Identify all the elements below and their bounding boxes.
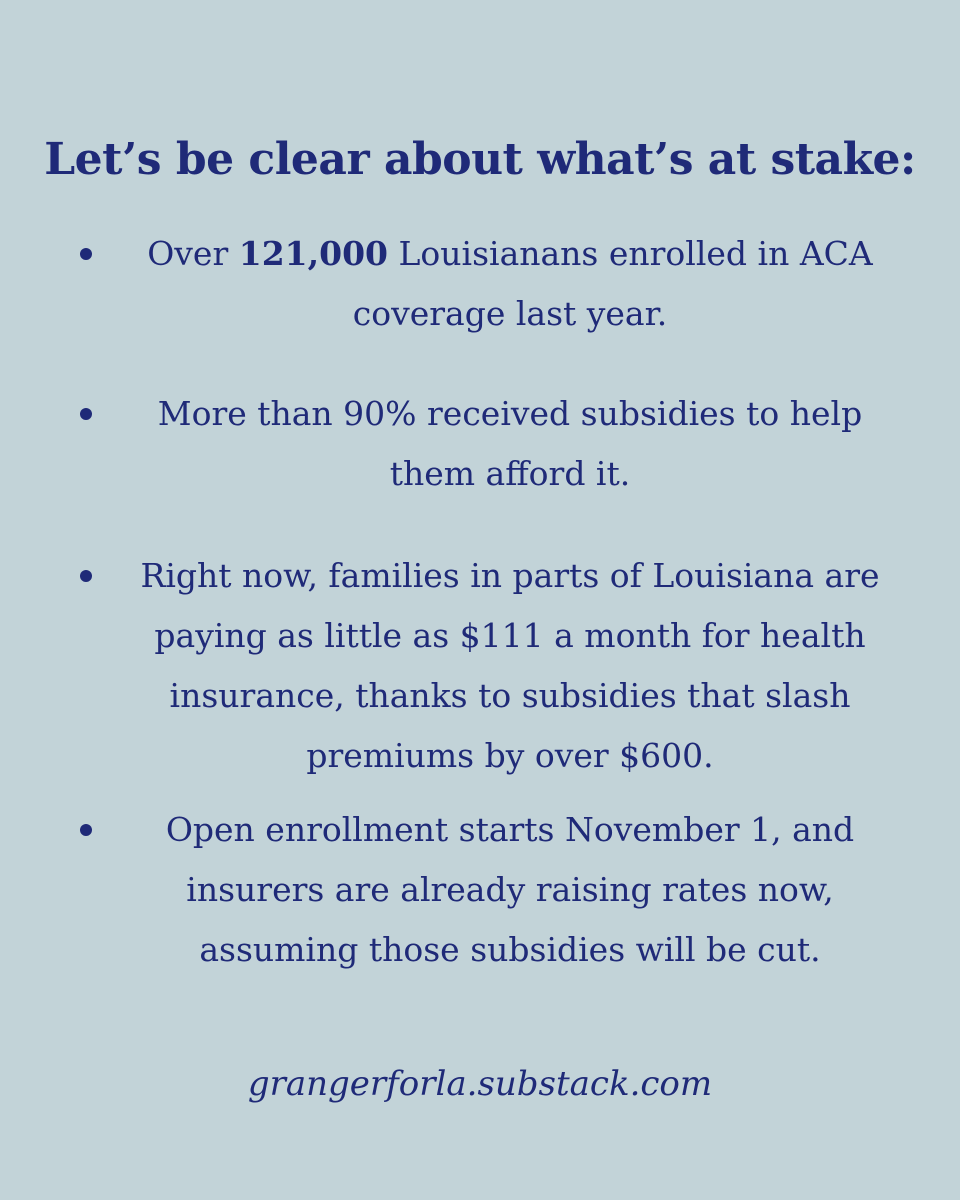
bullet-item-premiums: Right now, families in parts of Louisiana are paying as little as $111 a month for health insurance, thanks to subsidies that slash premiums by over $600. xyxy=(140,556,880,775)
bullet-dot-icon xyxy=(80,408,92,420)
footer-url: grangerforla.substack.com xyxy=(247,1064,713,1104)
bullet-item-open-enrollment: Open enrollment starts November 1, and insurers are already raising rates now, assuming those subsidies will be cut. xyxy=(165,810,855,969)
enrollment-count: 121,000 xyxy=(238,234,388,273)
bullet-item-enrollment xyxy=(110,224,910,344)
bullet-suffix: Louisianans enrolled in ACA coverage last year. xyxy=(352,234,873,333)
bullet-dot-icon xyxy=(80,248,92,260)
bullet-dot-icon xyxy=(80,824,92,836)
bullet-prefix: Over xyxy=(147,234,239,273)
bullet-dot-icon xyxy=(80,570,92,582)
bullet-item-subsidies: More than 90% received subsidies to help them afford it. xyxy=(157,394,863,493)
page-title: Let’s be clear about what’s at stake: xyxy=(44,134,916,185)
